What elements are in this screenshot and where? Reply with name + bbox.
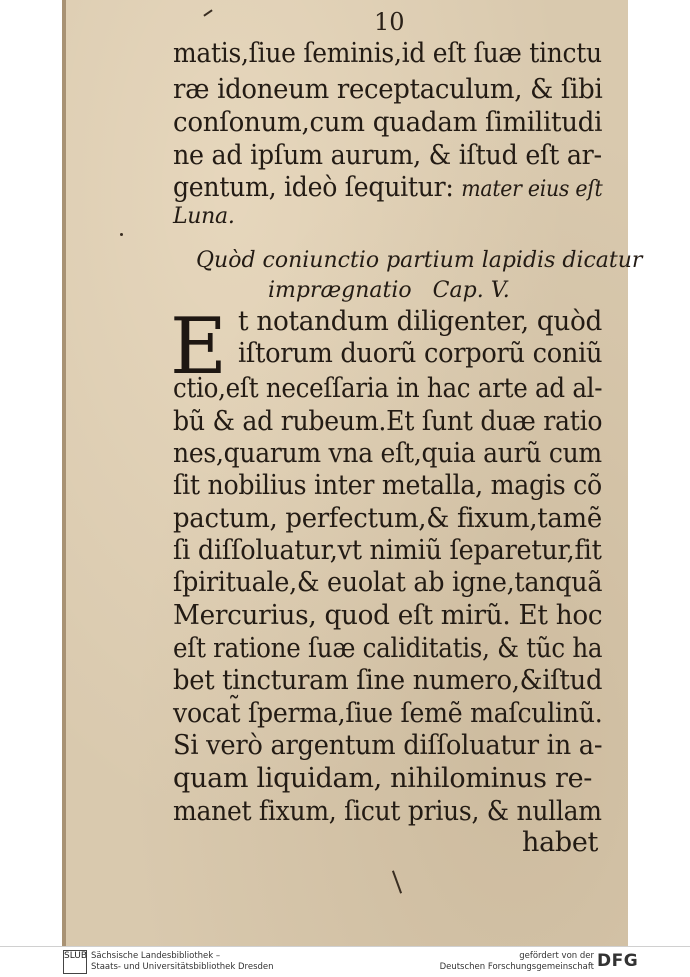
drop-cap: E bbox=[170, 302, 227, 392]
text-line: Luna. bbox=[173, 204, 235, 229]
text-line: vocat̃ ſperma,ſiue ſemẽ maſculinũ. bbox=[173, 698, 603, 729]
heading-word: imprægnatio bbox=[268, 278, 412, 303]
dfg-logo: DFG bbox=[597, 951, 639, 971]
text-line: ctio,eſt neceſſaria in hac arte ad al- bbox=[173, 373, 603, 404]
chapter-heading-line-1: Quòd coniunctio partium lapidis dicatur bbox=[196, 248, 643, 273]
text-segment: gentum, ideò ſequitur: bbox=[173, 172, 462, 203]
chapter-heading-line-2 bbox=[268, 278, 510, 303]
text-line: ſi diſſoluatur,vt nimiũ ſeparetur,fit bbox=[173, 535, 602, 566]
text-line-with-quote bbox=[173, 172, 602, 203]
text-line: bet tincturam ſine numero,&iſtud bbox=[173, 665, 603, 696]
text-line: ne ad ipſum aurum, & iſtud eſt ar- bbox=[173, 140, 602, 171]
quoted-italic: mater eius eſt bbox=[461, 177, 603, 202]
text-line: t notandum diligenter, quòd bbox=[238, 306, 603, 337]
footer-funding-line-2: Deutschen Forschungsgemeinschaft bbox=[439, 962, 594, 972]
ink-mark bbox=[120, 233, 123, 236]
text-line: quam liquidam, nihilominus re- bbox=[173, 763, 593, 794]
footer-library-credit bbox=[91, 951, 274, 973]
slub-logo: SLUB bbox=[63, 950, 87, 974]
footer-library-line-2: Staats- und Universitätsbibliothek Dresden bbox=[91, 962, 274, 972]
text-line: Mercurius, quod eſt mirũ. Et hoc bbox=[173, 600, 603, 631]
text-line: ſpirituale,& euolat ab igne,tanquã bbox=[173, 567, 603, 598]
text-line: pactum, perfectum,& fixum,tamẽ bbox=[173, 503, 602, 534]
page-number: 10 bbox=[374, 8, 405, 36]
text-line: ſit nobilius inter metalla, magis cõ bbox=[173, 470, 602, 501]
text-line: Si verò argentum diſſoluatur in a- bbox=[173, 730, 603, 761]
text-line: iſtorum duorũ corporũ coniũ bbox=[238, 338, 603, 369]
catchword: habet bbox=[522, 827, 599, 858]
page-edge bbox=[62, 0, 66, 946]
footer-library-line-1: Sächsische Landesbibliothek – bbox=[91, 951, 221, 961]
text-line: bũ & ad rubeum.Et ſunt duæ ratio bbox=[173, 406, 603, 437]
text-line: eſt ratione ſuæ caliditatis, & tũc ha bbox=[173, 633, 603, 664]
chapter-number: Cap. V. bbox=[432, 278, 510, 303]
text-line: nes,quarum vna eſt,quia aurũ cum bbox=[173, 438, 602, 469]
text-line: manet fixum, ſicut prius, & nullam bbox=[173, 796, 602, 827]
footer-funding-line-1: gefördert von der bbox=[519, 951, 594, 961]
footer-funding-credit bbox=[440, 951, 594, 973]
text-line: matis,ſiue ſeminis,id eſt ſuæ tinctu bbox=[173, 38, 602, 69]
text-line: conſonum,cum quadam ſimilitudi bbox=[173, 107, 603, 138]
text-line: ræ idoneum receptaculum, & ſibi bbox=[173, 74, 603, 105]
